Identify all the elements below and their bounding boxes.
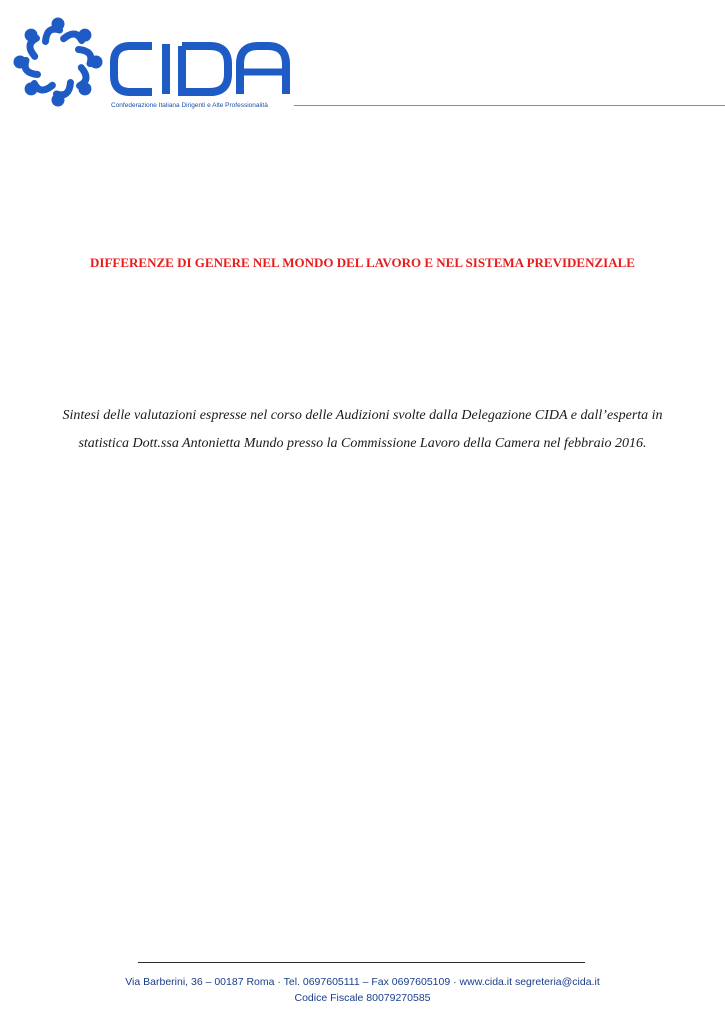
header-divider: [294, 105, 725, 106]
emblem-figure-body: [64, 34, 82, 41]
emblem-figure-body: [30, 38, 37, 56]
logo-tagline: Confederazione Italiana Dirigenti e Alte Professionalità: [111, 102, 268, 109]
emblem-figure-body: [79, 50, 91, 64]
emblem-figure-body: [46, 29, 60, 41]
cida-emblem-icon: [12, 14, 104, 110]
emblem-figure-body: [25, 60, 37, 74]
document-title: DIFFERENZE DI GENERE NEL MONDO DEL LAVORO E NEL SISTEMA PREVIDENZIALE: [90, 255, 635, 270]
cida-wordmark-logo: [108, 40, 292, 98]
emblem-figure-body: [34, 84, 52, 91]
footer-address: Via Barberini, 36 – 00187 Roma · Tel. 0697605111 – Fax 0697605109 · www.cida.it segreteria@cida.it: [125, 976, 600, 988]
footer-divider: [138, 962, 585, 963]
footer-fiscal-code: Codice Fiscale 80079270585: [294, 992, 431, 1004]
emblem-figure-body: [80, 68, 87, 86]
document-subtitle: Sintesi delle valutazioni espresse nel corso delle Audizioni svolte dalla Delegazione CIDA e dall’esperta in statistica Dott.ssa Antonietta Mundo presso la Commissione Lavoro della Camera nel febbraio 2016.: [62, 408, 663, 451]
emblem-figure-body: [56, 83, 70, 95]
